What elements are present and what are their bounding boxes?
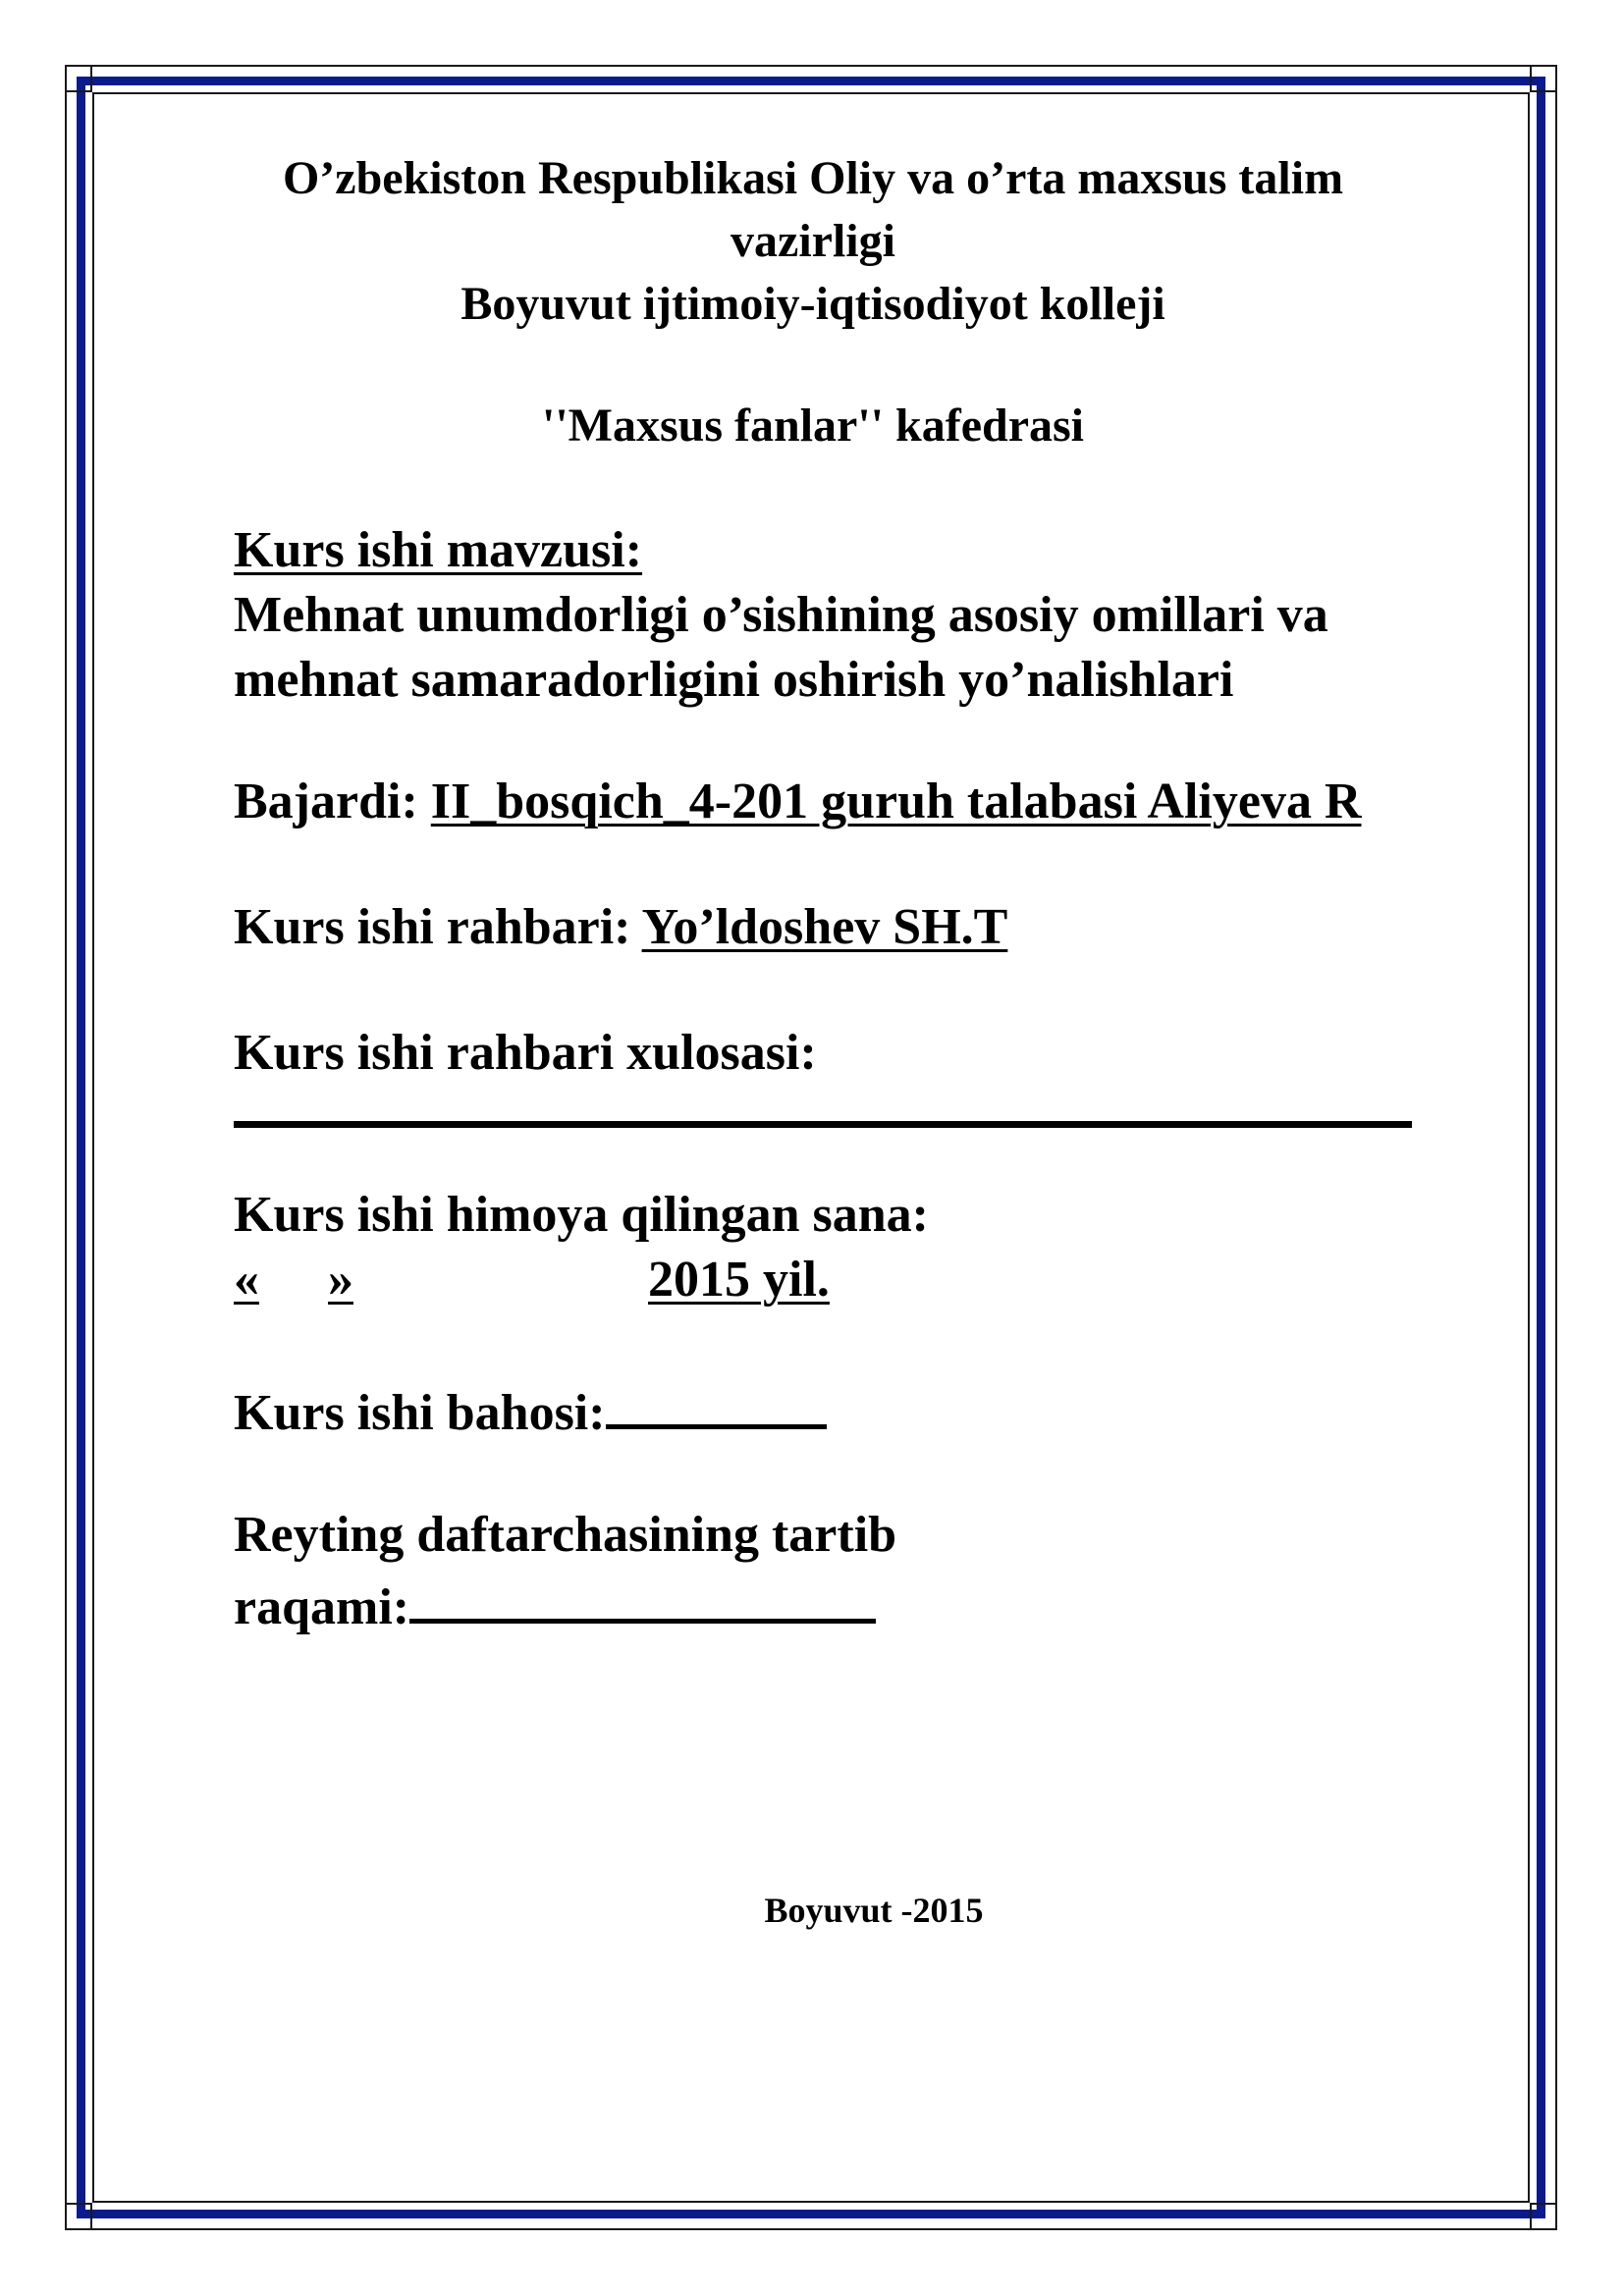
supervisor-label: Kurs ishi rahbari: — [234, 899, 631, 955]
defense-date-label: Kurs ishi himoya qilingan sana: — [234, 1187, 929, 1243]
performer-row — [234, 770, 1510, 834]
grade-label: Kurs ishi bahosi: — [234, 1385, 606, 1441]
rating-row — [234, 1568, 1510, 1640]
performer-value: II_bosqich_4-201 guruh talabasi Aliyeva R — [430, 774, 1362, 829]
ministry-line-1: O’zbekiston Respublikasi Oliy va o’rta maxsus talim — [282, 152, 1344, 204]
topic-label: Kurs ishi mavzusi: — [234, 522, 643, 578]
frame-corner-bottom-right — [1530, 2203, 1557, 2230]
supervisor-row — [234, 895, 1510, 960]
title-page-content — [234, 147, 1510, 1640]
frame-corner-bottom-left — [65, 2203, 92, 2230]
conclusion-label: Kurs ishi rahbari xulosasi: — [234, 1025, 817, 1081]
topic-line-1: Mehnat unumdorligi o’sishining asosiy omillari va — [234, 587, 1328, 643]
grade-blank — [606, 1373, 827, 1429]
department-name: ''Maxsus fanlar'' kafedrasi — [541, 400, 1085, 452]
defense-date-row — [234, 1248, 1510, 1312]
frame-corner-top-right — [1530, 65, 1557, 92]
rating-label-line-2: raqami: — [234, 1579, 410, 1635]
college-name: Boyuvut ijtimoiy-iqtisodiyot kolleji — [460, 278, 1165, 330]
conclusion-blank-line — [234, 1121, 1412, 1128]
performer-label: Bajardi: — [234, 774, 418, 829]
footer-place-year: Boyuvut -2015 — [764, 1891, 984, 1930]
supervisor-value: Yo’ldoshev SH.T — [641, 899, 1008, 955]
frame-corner-top-left — [65, 65, 92, 92]
rating-label-line-1: Reyting daftarchasining tartib — [234, 1507, 897, 1563]
date-open-quote: « — [234, 1252, 259, 1308]
ministry-line-2: vazirligi — [731, 215, 895, 267]
grade-row — [234, 1373, 1510, 1446]
header-block — [234, 147, 1510, 457]
rating-blank — [409, 1568, 876, 1624]
date-close-quote: » — [328, 1252, 353, 1308]
defense-year: 2015 yil. — [648, 1252, 830, 1308]
topic-line-2: mehnat samaradorligini oshirish yo’nalishlari — [234, 652, 1234, 708]
